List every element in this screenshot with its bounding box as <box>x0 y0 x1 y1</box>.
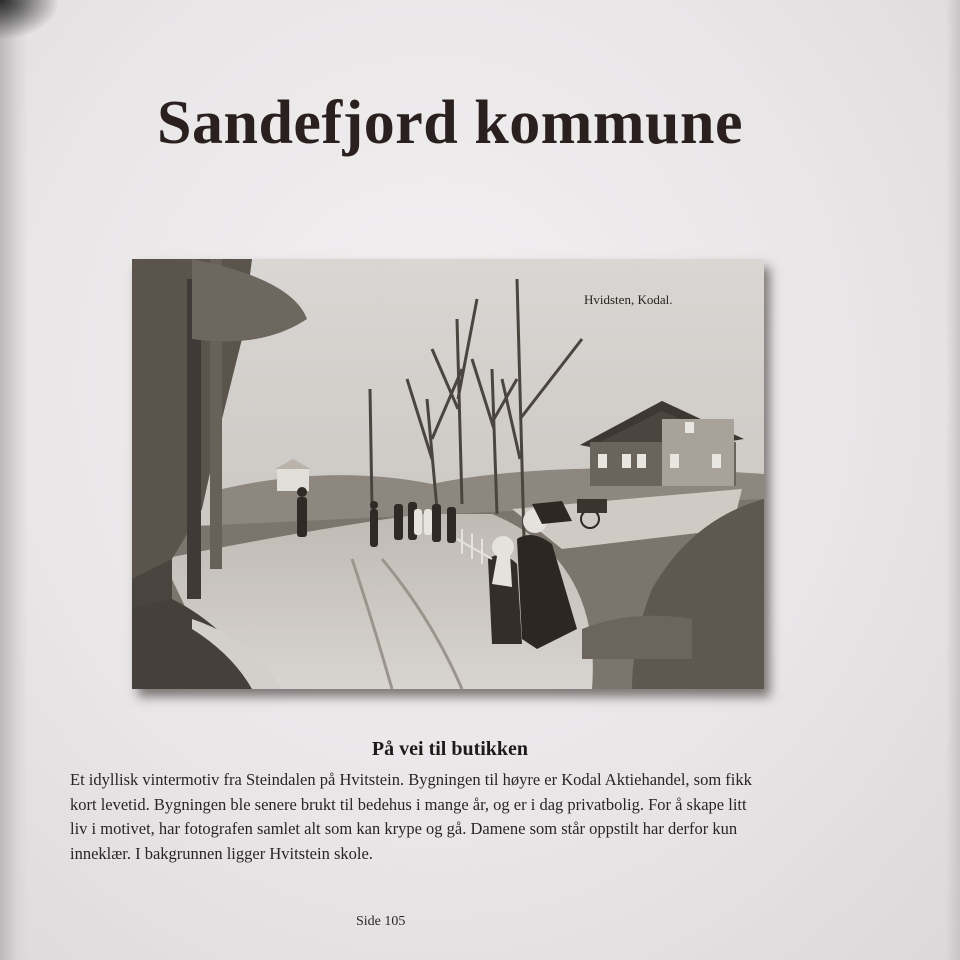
page-number: Side 105 <box>356 914 406 929</box>
page-title: Sandefjord kommune <box>156 89 743 157</box>
corner-shadow <box>0 0 60 40</box>
caption-line: inneklær. I bakgrunnen ligger Hvitstein skole. <box>70 843 373 863</box>
photo-illustration <box>132 259 764 689</box>
caption-line: liv i motivet, har fotografen samlet alt som kan krype og gå. Damene som står oppstilt har derfor kun <box>70 819 738 838</box>
historic-photograph <box>132 259 764 689</box>
caption-line: kort levetid. Bygningen ble senere brukt til bedehus i mange år, og er i dag privatbolig. For å skape litt <box>70 794 747 814</box>
caption-body <box>70 768 860 866</box>
page-edge <box>946 0 960 960</box>
photo-inscription: Hvidsten, Kodal. <box>584 292 673 307</box>
caption-heading: På vei til butikken <box>371 738 529 760</box>
caption-line: Et idyllisk vintermotiv fra Steindalen på Hvitstein. Bygningen til høyre er Kodal Aktiehandel, som fikk <box>70 770 752 789</box>
